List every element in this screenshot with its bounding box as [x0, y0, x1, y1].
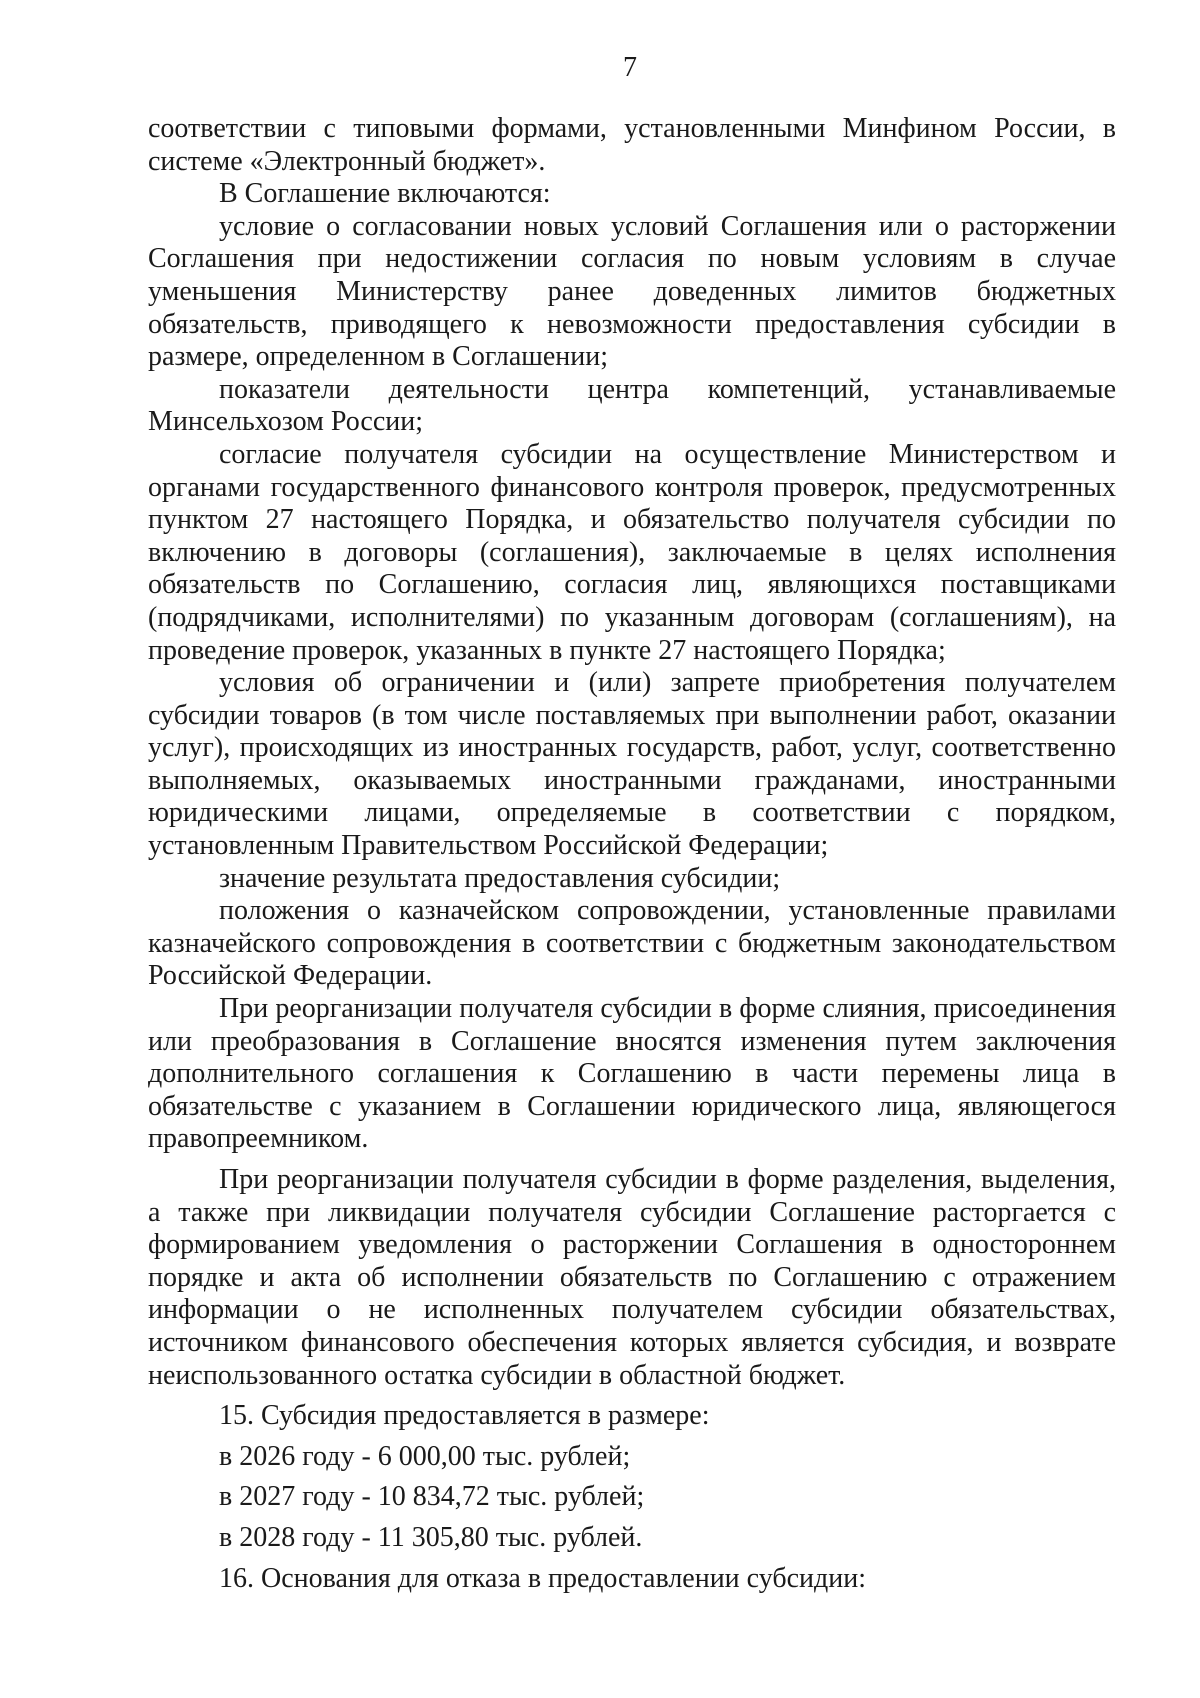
paragraph-treasury-support: положения о казначейском сопровождении, установленные правилами казначейского сопровождения в соответствии с бюджетным законодательством Российской Федерации.: [148, 895, 1116, 992]
paragraph-subsidy-2026: в 2026 году - 6 000,00 тыс. рублей;: [219, 1440, 631, 1472]
paragraph-refusal-grounds: 16. Основания для отказа в предоставлении субсидии:: [219, 1562, 867, 1594]
paragraph-condition-new-terms: условие о согласовании новых условий Соглашения или о расторжении Соглашения при недостижении согласия по новым условиям в случае уменьшения Министерству ранее доведенных лимитов бюджетных обязательств, приводящего к невозможности предоставления субсидии в размере, определенном в Соглашении;: [148, 210, 1116, 373]
paragraph-reorganization-division: При реорганизации получателя субсидии в форме разделения, выделения, а также при ликвидации получателя субсидии Соглашение расторгается с формированием уведомления о расторжении Соглашения в одностороннем порядке и акта об исполнении обязательств по Соглашению с отражением информации о не исполненных получателем субсидии обязательствах, источником финансового обеспечения которых является субсидия, и возврате неиспользованного остатка субсидии в областной бюджет.: [148, 1164, 1116, 1391]
page-number: 7: [623, 52, 637, 83]
paragraph-agreement-includes: В Соглашение включаются:: [219, 178, 551, 210]
paragraph-continuation: соответствии с типовыми формами, установленными Минфином России, в системе «Электронный бюджет».: [148, 113, 1116, 177]
document-body: [148, 113, 1116, 1595]
paragraph-foreign-goods-restriction: условия об ограничении и (или) запрете приобретения получателем субсидии товаров (в том числе поставляемых при выполнении работ, оказании услуг), происходящих из иностранных государств, работ, услуг, соответственно выполняемых, оказываемых иностранными гражданами, иностранными юридическими лицами, определяемые в соответствии с порядком, установленным Правительством Российской Федерации;: [148, 667, 1116, 862]
paragraph-consent-inspections: согласие получателя субсидии на осуществление Министерством и органами государственного финансового контроля проверок, предусмотренных пунктом 27 настоящего Порядка, и обязательство получателя субсидии по включению в договоры (соглашения), заключаемые в целях исполнения обязательств по Соглашению, согласия лиц, являющихся поставщиками (подрядчиками, исполнителями) по указанным договорам (соглашениям), на проведение проверок, указанных в пункте 27 настоящего Порядка;: [148, 438, 1116, 666]
paragraph-subsidy-2028: в 2028 году - 11 305,80 тыс. рублей.: [219, 1521, 643, 1553]
paragraph-subsidy-2027: в 2027 году - 10 834,72 тыс. рублей;: [219, 1481, 645, 1513]
paragraph-performance-indicators: показатели деятельности центра компетенций, устанавливаемые Минсельхозом России;: [148, 373, 1116, 438]
paragraph-result-value: значение результата предоставления субсидии;: [219, 862, 781, 894]
paragraph-reorganization-merger: При реорганизации получателя субсидии в форме слияния, присоединения или преобразования в Соглашение вносятся изменения путем заключения дополнительного соглашения к Соглашению в части перемены лица в обязательстве с указанием в Соглашении юридического лица, являющегося правопреемником.: [148, 993, 1116, 1155]
paragraph-subsidy-amount-heading: 15. Субсидия предоставляется в размере:: [219, 1400, 710, 1432]
